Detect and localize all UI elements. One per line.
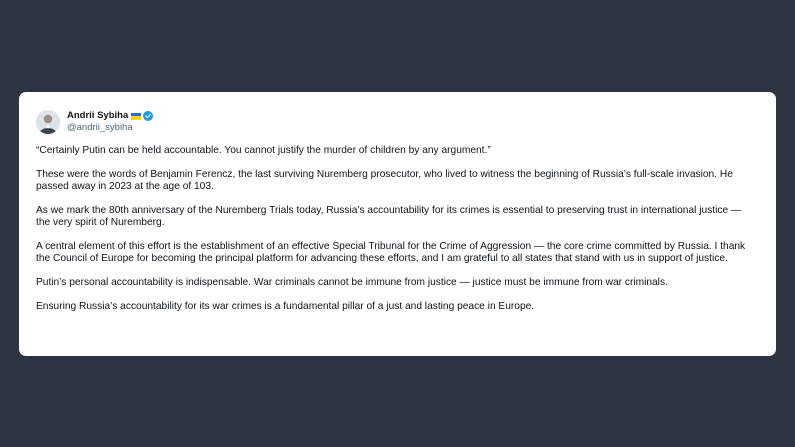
- verified-badge-icon: [143, 111, 153, 121]
- author-block: [67, 110, 153, 134]
- tweet-paragraph: These were the words of Benjamin Ferencz, the last surviving Nuremberg prosecutor, who lived to witness the beginning of Russia’s full-scale invasion. He passed away in 2023 at the age of 103.: [36, 169, 733, 192]
- tweet-paragraph: “Certainly Putin can be held accountable. You cannot justify the murder of children by any argument.”: [36, 145, 491, 156]
- tweet-paragraph: As we mark the 80th anniversary of the Nuremberg Trials today, Russia’s accountability for its crimes is essential to preserving trust in international justice — the very spirit of Nuremberg.: [36, 205, 742, 228]
- tweet-text: [36, 145, 758, 313]
- avatar[interactable]: [36, 110, 60, 134]
- tweet-card: [19, 92, 776, 356]
- ukraine-flag-icon: [131, 113, 141, 120]
- tweet-header: [36, 107, 758, 137]
- name-row: [67, 110, 153, 122]
- author-name[interactable]: Andrii Sybiha: [67, 110, 129, 121]
- person-portrait-icon: [36, 110, 60, 134]
- tweet-paragraph: A central element of this effort is the establishment of an effective Special Tribunal for the Crime of Aggression — the core crime committed by Russia. I thank the Council of Europe for becoming the principal platform for advancing these efforts, and I am grateful to all states that stand with us in support of justice.: [36, 241, 746, 264]
- author-handle[interactable]: @andrii_sybiha: [67, 122, 133, 133]
- tweet-paragraph: Ensuring Russia’s accountability for its war crimes is a fundamental pillar of a just and lasting peace in Europe.: [36, 301, 535, 312]
- tweet-paragraph: Putin’s personal accountability is indispensable. War criminals cannot be immune from justice — justice must be immune from war criminals.: [36, 277, 668, 288]
